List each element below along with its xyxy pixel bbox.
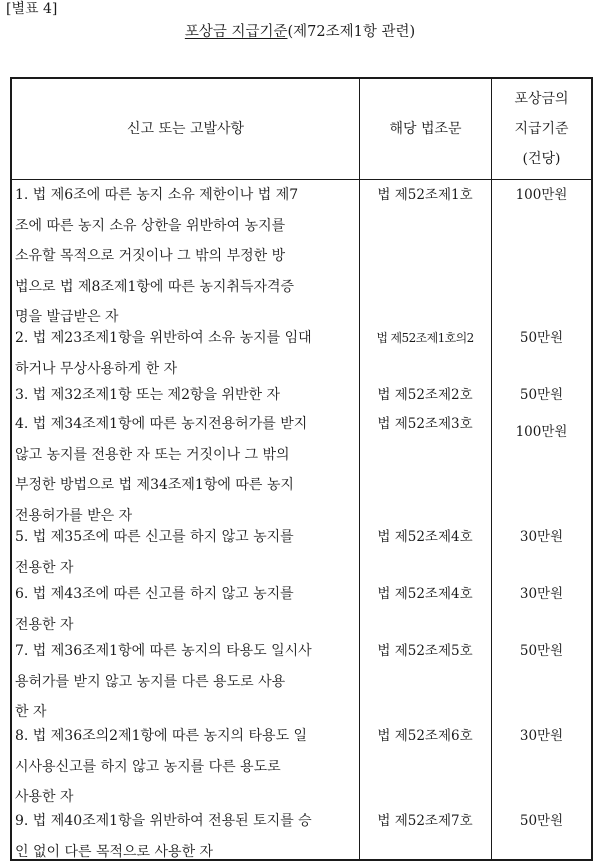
description-line: 6. 법 제43조에 따른 신고를 하지 않고 농지를: [15, 579, 355, 610]
row-amount: 50만원: [492, 806, 591, 837]
description-line: 8. 법 제36조의2제1항에 따른 농지의 타용도 일: [15, 721, 355, 752]
description-line: 인 없이 다른 목적으로 사용한 자: [15, 837, 355, 867]
description-line: 전용한 자: [15, 553, 355, 584]
document-title: [0, 22, 600, 42]
row-description: [15, 522, 355, 583]
header-amount-line: 포상금의: [514, 84, 568, 114]
description-line: 시사용신고를 하지 않고 농지를 다른 용도로: [15, 752, 355, 783]
row-amount: 50만원: [492, 636, 591, 667]
header-amount-line: 지급기준: [514, 114, 568, 144]
description-line: 9. 법 제40조제1항을 위반하여 전용된 토지를 승: [15, 806, 355, 837]
description-line: 2. 법 제23조제1항을 위반하여 소유 농지를 임대: [15, 323, 355, 354]
row-article: 법 제52조제7호: [364, 806, 486, 837]
description-line: 전용한 자: [15, 610, 355, 641]
row-description: [15, 180, 355, 333]
header-article-label: 해당 법조문: [389, 114, 461, 144]
row-article: 법 제52조제1호: [364, 180, 486, 211]
description-line: 조에 따른 농지 소유 상한을 위반하여 농지를: [15, 211, 355, 242]
header-report-item-label: 신고 또는 고발사항: [127, 114, 244, 144]
description-line: 1. 법 제6조에 따른 농지 소유 제한이나 법 제7: [15, 180, 355, 211]
description-line: 사용한 자: [15, 782, 355, 813]
row-amount: 50만원: [492, 380, 591, 411]
row-article: 법 제52조제6호: [364, 721, 486, 752]
column-divider-1: [359, 79, 360, 859]
header-report-item: [12, 79, 359, 179]
description-line: 명을 발급받은 자: [15, 302, 355, 333]
description-line: 7. 법 제36조제1항에 따른 농지의 타용도 일시사: [15, 636, 355, 667]
description-line: 4. 법 제34조제1항에 따른 농지전용허가를 받지: [15, 409, 355, 440]
description-line: 한 자: [15, 697, 355, 728]
row-article: 법 제52조제3호: [364, 409, 486, 440]
row-amount: 50만원: [492, 323, 591, 354]
description-line: 5. 법 제35조에 따른 신고를 하지 않고 농지를: [15, 522, 355, 553]
row-description: [15, 636, 355, 728]
title-suffix: (제72조제1항 관련): [288, 24, 416, 40]
row-article: 법 제52조제5호: [364, 636, 486, 667]
appendix-tag: [별표 4]: [6, 0, 57, 18]
row-article: 법 제52조제2호: [364, 380, 486, 411]
header-amount-label: [514, 84, 568, 174]
title-main: 포상금 지급기준: [185, 24, 288, 40]
row-article: 법 제52조제4호: [364, 579, 486, 610]
row-description: [15, 380, 355, 411]
row-description: [15, 323, 355, 384]
header-amount-line: (건당): [514, 144, 568, 174]
description-line: 부정한 방법으로 법 제34조제1항에 따른 농지: [15, 470, 355, 501]
row-amount: 30만원: [492, 721, 591, 752]
description-line: 3. 법 제32조제1항 또는 제2항을 위반한 자: [15, 380, 355, 411]
description-line: 하거나 무상사용하게 한 자: [15, 354, 355, 385]
row-article: 법 제52조제4호: [364, 522, 486, 553]
row-amount: 100만원: [492, 417, 591, 448]
description-line: 않고 농지를 전용한 자 또는 거짓이나 그 밖의: [15, 440, 355, 471]
description-line: 소유할 목적으로 거짓이나 그 밖의 부정한 방: [15, 241, 355, 272]
row-description: [15, 409, 355, 531]
header-amount: [492, 79, 591, 179]
row-amount: 30만원: [492, 522, 591, 553]
row-description: [15, 721, 355, 813]
row-description: [15, 579, 355, 640]
description-line: 전용허가를 받은 자: [15, 501, 355, 532]
description-line: 용허가를 받지 않고 농지를 다른 용도로 사용: [15, 667, 355, 698]
description-line: 법으로 법 제8조제1항에 따른 농지취득자격증: [15, 272, 355, 303]
row-description: [15, 806, 355, 867]
row-amount: 100만원: [492, 180, 591, 211]
row-article: 법 제52조제1호의2: [364, 323, 486, 354]
header-article: [360, 79, 491, 179]
row-amount: 30만원: [492, 579, 591, 610]
reward-criteria-table: [10, 77, 593, 861]
